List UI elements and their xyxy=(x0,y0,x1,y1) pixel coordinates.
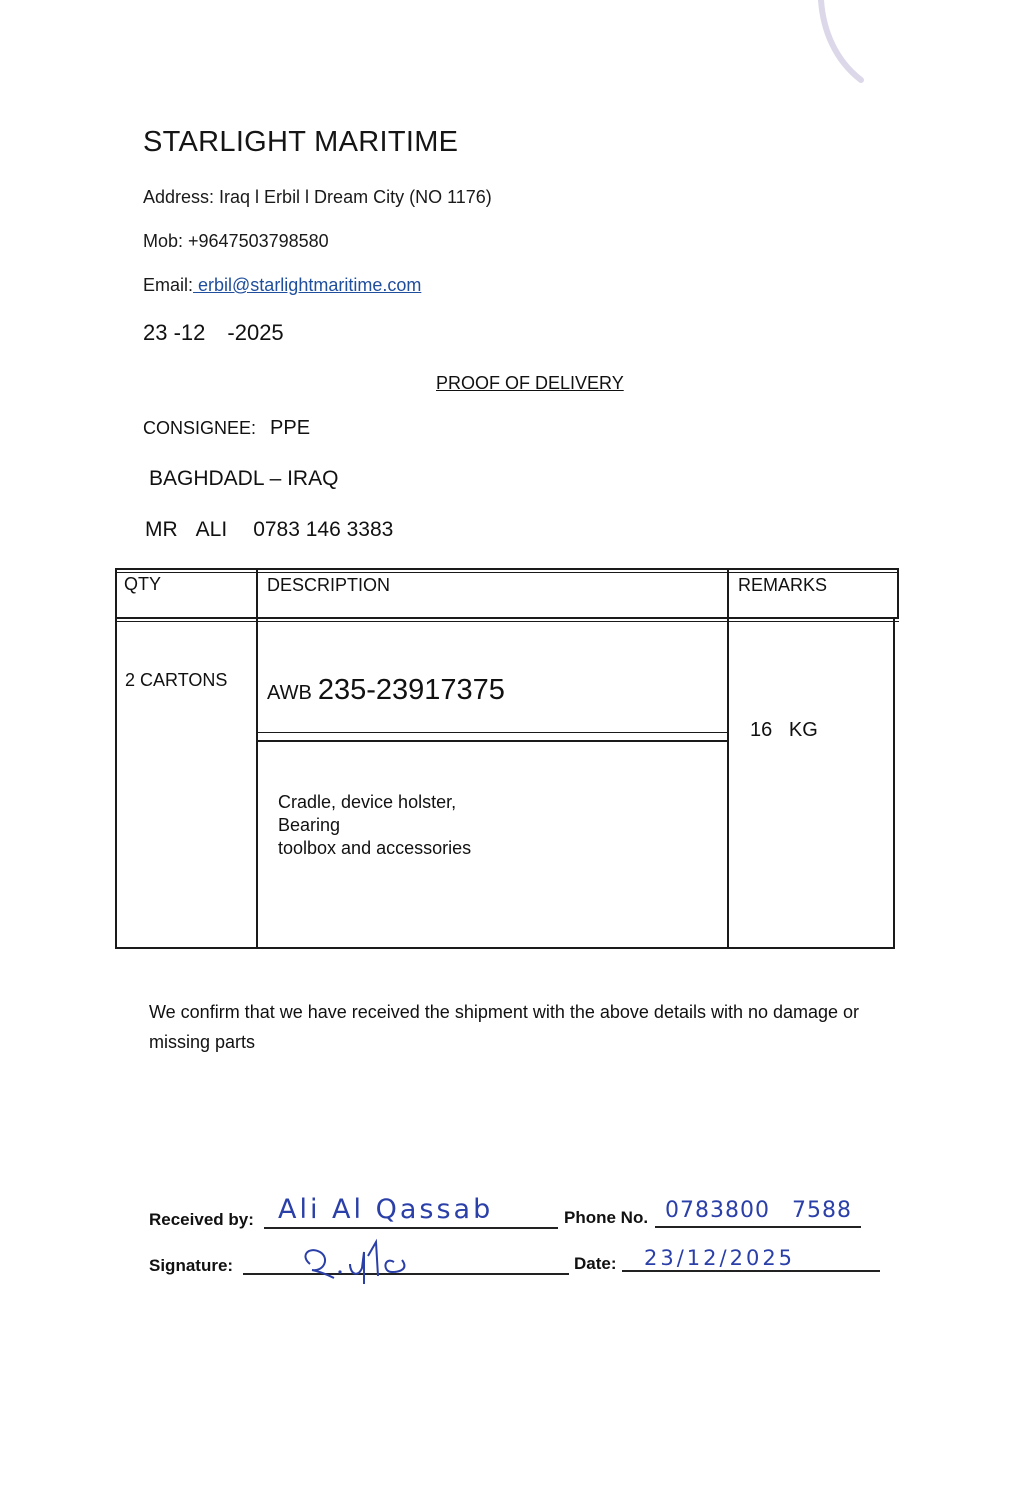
confirmation-statement: We confirm that we have received the shipment with the above details with no damage or missing parts xyxy=(149,1002,860,1052)
consignee-city: BAGHDADL – IRAQ xyxy=(149,467,339,490)
awb-number: 235-23917375 xyxy=(317,674,505,706)
pen-stroke-mark xyxy=(815,0,875,85)
remarks-weight: 16 KG xyxy=(750,719,818,741)
table-border-right-lower xyxy=(893,617,895,949)
received-by-line xyxy=(264,1227,558,1229)
shipment-table xyxy=(115,568,895,949)
phone-value[interactable]: 0783800 7588 xyxy=(665,1198,852,1223)
description-separator xyxy=(258,732,727,733)
contact-name: ALI xyxy=(195,518,228,541)
header-separator xyxy=(115,617,899,619)
phone-line xyxy=(655,1226,861,1228)
consignee-name: PPE xyxy=(270,417,311,439)
header-remarks: REMARKS xyxy=(738,575,828,595)
signature-label: Signature: xyxy=(149,1256,234,1275)
company-mobile: Mob: +9647503798580 xyxy=(143,231,329,251)
qty-value: 2 CARTONS xyxy=(125,670,228,690)
signature-mark[interactable] xyxy=(298,1238,428,1288)
consignee-contact xyxy=(145,518,393,542)
header-separator-inner xyxy=(115,621,899,622)
item-description xyxy=(278,791,471,860)
header-description: DESCRIPTION xyxy=(267,575,391,595)
date-day-month: 23 -12 xyxy=(143,320,206,345)
email-link[interactable]: erbil@starlightmaritime.com xyxy=(193,275,422,295)
awb-label: AWB xyxy=(267,682,312,704)
company-address: Address: Iraq l Erbil l Dream City (NO 1176) xyxy=(143,187,492,207)
email-label: Email: xyxy=(143,275,194,295)
consignee-label: CONSIGNEE: xyxy=(143,418,257,438)
date-label: Date: xyxy=(574,1254,617,1273)
contact-phone: 0783 146 3383 xyxy=(253,518,394,541)
header-qty: QTY xyxy=(124,574,162,594)
awb-line xyxy=(267,674,505,707)
table-border-left xyxy=(115,568,117,949)
date-value[interactable]: 23/12/2025 xyxy=(644,1246,796,1270)
date-line xyxy=(622,1270,880,1272)
description-line: toolbox and accessories xyxy=(278,838,472,858)
table-border-right xyxy=(897,568,899,617)
received-by-label: Received by: xyxy=(149,1210,254,1229)
document-date xyxy=(143,320,284,346)
table-border-bottom xyxy=(115,947,895,949)
date-year: -2025 xyxy=(227,320,284,345)
description-separator-inner xyxy=(258,740,727,742)
received-by-value[interactable]: Ali Al Qassab xyxy=(278,1194,494,1225)
contact-title: MR xyxy=(145,518,178,541)
description-line: Bearing xyxy=(278,815,341,835)
column-separator-1 xyxy=(256,568,258,949)
table-border-top-inner xyxy=(115,572,899,573)
document-title: PROOF OF DELIVERY xyxy=(436,373,624,393)
company-email-row xyxy=(143,275,421,296)
company-name: STARLIGHT MARITIME xyxy=(143,126,459,158)
description-line: Cradle, device holster, xyxy=(278,792,457,812)
phone-label: Phone No. xyxy=(564,1208,649,1227)
table-border-top xyxy=(115,568,899,570)
column-separator-2 xyxy=(727,568,729,949)
consignee-row xyxy=(143,417,310,440)
